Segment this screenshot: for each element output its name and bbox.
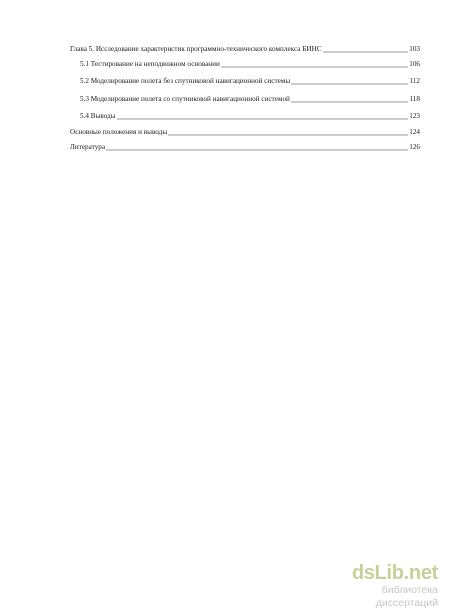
watermark-logo: dsLib.net	[351, 562, 438, 584]
toc-entry-page: 124	[409, 128, 420, 136]
toc-entry-page: 103	[409, 45, 420, 53]
toc-entry-title: 5.2 Моделирование полета без спутниковой навигационной системы	[80, 77, 291, 85]
dot-leader	[221, 61, 408, 68]
toc-entry-title: Глава 5. Исследование характеристик программно-технического комплекса БИНС	[70, 45, 322, 53]
toc-entry-title: 5.4 Выводы	[80, 112, 116, 120]
watermark-subtitle: библиотека диссертаций	[375, 584, 438, 609]
toc-entry-title: 5.1 Тестирование на неподвижном основании	[80, 60, 220, 68]
toc-entry-page: 126	[409, 143, 420, 151]
toc-entry-chapter-5	[70, 45, 420, 54]
toc-entry-title: 5.3 Моделирование полета со спутниковой навигационной системой	[80, 95, 290, 103]
toc-entry-page: 123	[409, 112, 420, 120]
toc-entry-page: 112	[409, 77, 420, 85]
toc-entry-page: 118	[409, 95, 420, 103]
toc-entry-title: Основные положения и выводы	[70, 128, 168, 136]
table-of-contents	[0, 0, 450, 160]
dot-leader	[323, 46, 409, 53]
toc-entry-page: 106	[409, 60, 420, 68]
toc-entry-5-3	[80, 95, 420, 104]
dot-leader	[291, 96, 409, 103]
dot-leader	[291, 78, 408, 85]
toc-entry-5-2	[80, 77, 420, 86]
dot-leader	[106, 144, 408, 151]
toc-entry-5-4	[80, 112, 420, 121]
dot-leader	[117, 113, 409, 120]
dot-leader	[168, 129, 408, 136]
toc-entry-conclusions	[70, 128, 420, 137]
toc-entry-literature	[70, 143, 420, 152]
dslib-watermark	[328, 562, 438, 609]
toc-entry-5-1	[80, 60, 420, 69]
toc-entry-title: Литература	[70, 143, 106, 151]
